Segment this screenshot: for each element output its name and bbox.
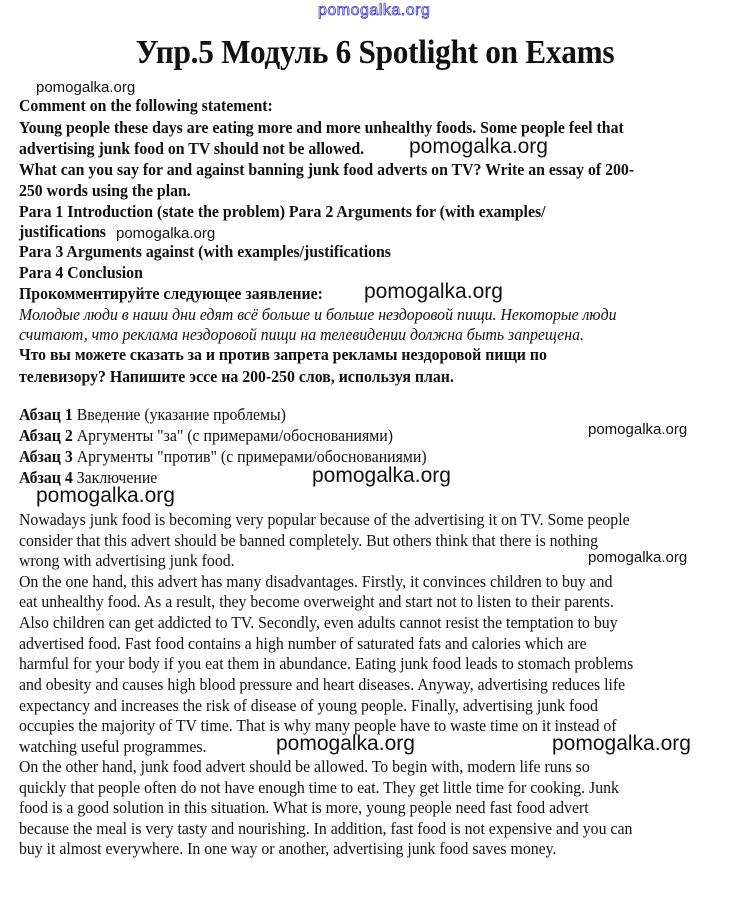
question-line-ru: телевизору? Напишите эссе на 200-250 слов, используя план. xyxy=(19,367,454,386)
essay-line: occupies the majority of TV time. That is why many people have to waste time on it instead of xyxy=(19,716,617,735)
essay-line: Also children can get addicted to TV. Secondly, even adults cannot resist the temptation to buy xyxy=(19,613,618,632)
statement-line-ru: считают, что реклама нездоровой пищи на телевидении должна быть запрещена. xyxy=(19,325,584,344)
essay-line: On the one hand, this advert has many disadvantages. Firstly, it convinces children to buy and xyxy=(19,572,613,591)
essay-line: expectancy and increases the risk of disease of young people. Finally, advertising junk food xyxy=(19,696,598,715)
task-heading-en: Comment on the following statement: xyxy=(19,96,273,115)
watermark-top: pomogalka.org xyxy=(318,2,431,19)
essay-line: On the other hand, junk food advert should be allowed. To begin with, modern life runs so xyxy=(19,757,590,776)
watermark: pomogalka.org xyxy=(312,464,451,487)
plan-item-ru: Абзац 3 Аргументы "против" (с примерами/обоснованиями) xyxy=(19,447,427,466)
page-title: Упр.5 Модуль 6 Spotlight on Exams xyxy=(135,34,615,71)
watermark: pomogalka.org xyxy=(36,484,175,507)
watermark: pomogalka.org xyxy=(588,421,688,438)
watermark: pomogalka.org xyxy=(116,225,216,242)
plan-line: justifications xyxy=(19,222,106,241)
essay-line: watching useful programmes. xyxy=(19,737,207,756)
statement-line-ru: Молодые люди в наши дни едят всё больше и больше нездоровой пищи. Некоторые люди xyxy=(19,305,617,324)
essay-line: wrong with advertising junk food. xyxy=(19,551,235,570)
watermark: pomogalka.org xyxy=(364,280,503,303)
essay-line: consider that this advert should be banned completely. But others think that there is nothing xyxy=(19,531,598,550)
question-line: 250 words using the plan. xyxy=(19,181,191,200)
plan-line: Para 1 Introduction (state the problem) Para 2 Arguments for (with examples/ xyxy=(19,202,546,221)
essay-line: harmful for your body if you eat them in abundance. Eating junk food leads to stomach problems xyxy=(19,654,634,673)
plan-item-ru: Абзац 2 Аргументы "за" (с примерами/обоснованиями) xyxy=(19,426,393,445)
statement-line: Young people these days are eating more and more unhealthy foods. Some people feel that xyxy=(19,118,624,137)
question-line: What can you say for and against banning junk food adverts on TV? Write an essay of 200- xyxy=(19,160,635,179)
watermark: pomogalka.org xyxy=(552,732,691,755)
essay-line: and obesity and causes high blood pressure and heart diseases. Anyway, advertising reduces life xyxy=(19,675,626,694)
watermark: pomogalka.org xyxy=(276,732,415,755)
plan-item-ru: Абзац 1 Введение (указание проблемы) xyxy=(19,405,286,424)
question-line-ru: Что вы можете сказать за и против запрета рекламы нездоровой пищи по xyxy=(19,345,547,364)
essay-line: food is a good solution in this situation. What is more, young people need fast food advert xyxy=(19,798,589,817)
essay-line: quickly that people often do not have enough time to eat. They get little time for cooking. Junk xyxy=(19,778,619,797)
watermark: pomogalka.org xyxy=(588,549,688,566)
plan-line: Para 4 Conclusion xyxy=(19,263,143,282)
essay-line: Nowadays junk food is becoming very popular because of the advertising it on TV. Some people xyxy=(19,510,630,529)
plan-line: Para 3 Arguments against (with examples/justifications xyxy=(19,242,391,261)
essay-line: because the meal is very tasty and nourishing. In addition, fast food is not expensive and you can xyxy=(19,819,633,838)
task-heading-ru: Прокомментируйте следующее заявление: xyxy=(19,284,323,303)
statement-line: advertising junk food on TV should not be allowed. xyxy=(19,139,365,158)
plan-item-ru: Абзац 4 Заключение xyxy=(19,468,158,487)
essay-line: buy it almost everywhere. In one way or another, advertising junk food saves money. xyxy=(19,839,557,858)
watermark: pomogalka.org xyxy=(36,79,136,96)
essay-line: advertised food. Fast food contains a high number of saturated fats and calories which are xyxy=(19,634,587,653)
essay-line: eat unhealthy food. As a result, they become overweight and start not to listen to their parents. xyxy=(19,592,614,611)
watermark: pomogalka.org xyxy=(409,135,548,158)
